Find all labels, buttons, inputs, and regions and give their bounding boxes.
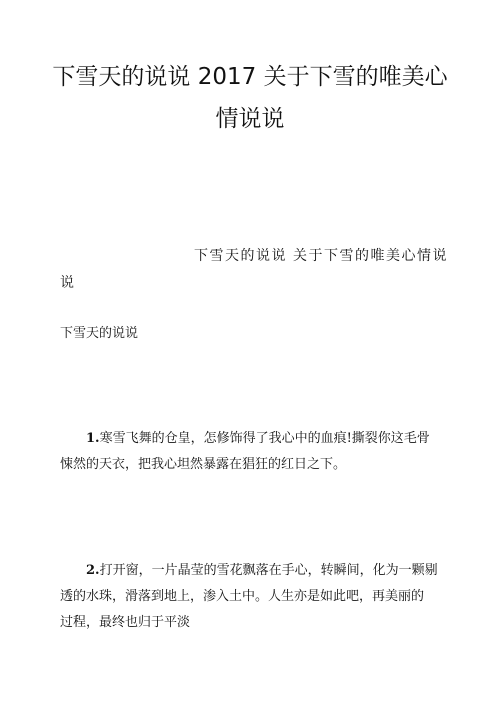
paragraph-2-number: 2. xyxy=(86,563,100,578)
document-title-line-1: 下雪天的说说 2017 关于下雪的唯美心 xyxy=(52,64,448,90)
paragraph-1-line-1: 寒雪飞舞的仓皇，怎修饰得了我心中的血痕!撕裂你这毛骨 xyxy=(99,431,430,446)
subtitle-line-2: 说 xyxy=(60,275,76,291)
paragraph-1 xyxy=(60,426,450,478)
paragraph-2-line-3: 过程，最终也归于平淡 xyxy=(60,615,191,630)
paragraph-2-line-1: 打开窗，一片晶莹的雪花飘落在手心，转瞬间，化为一颗剔 xyxy=(99,563,438,578)
subtitle-line-1: 下雪天的说说 关于下雪的唯美心情说 xyxy=(194,248,448,264)
document-title-line-2: 情说说 xyxy=(215,106,285,132)
paragraph-1-number: 1. xyxy=(86,431,100,446)
paragraph-2 xyxy=(60,558,450,636)
paragraph-1-line-2: 悚然的天衣，把我心坦然暴露在猖狂的红日之下。 xyxy=(60,457,347,472)
section-heading: 下雪天的说说 xyxy=(60,326,139,341)
paragraph-2-line-2: 透的水珠，滑落到地上，渗入土中。人生亦是如此吧，再美丽的 xyxy=(60,589,425,604)
